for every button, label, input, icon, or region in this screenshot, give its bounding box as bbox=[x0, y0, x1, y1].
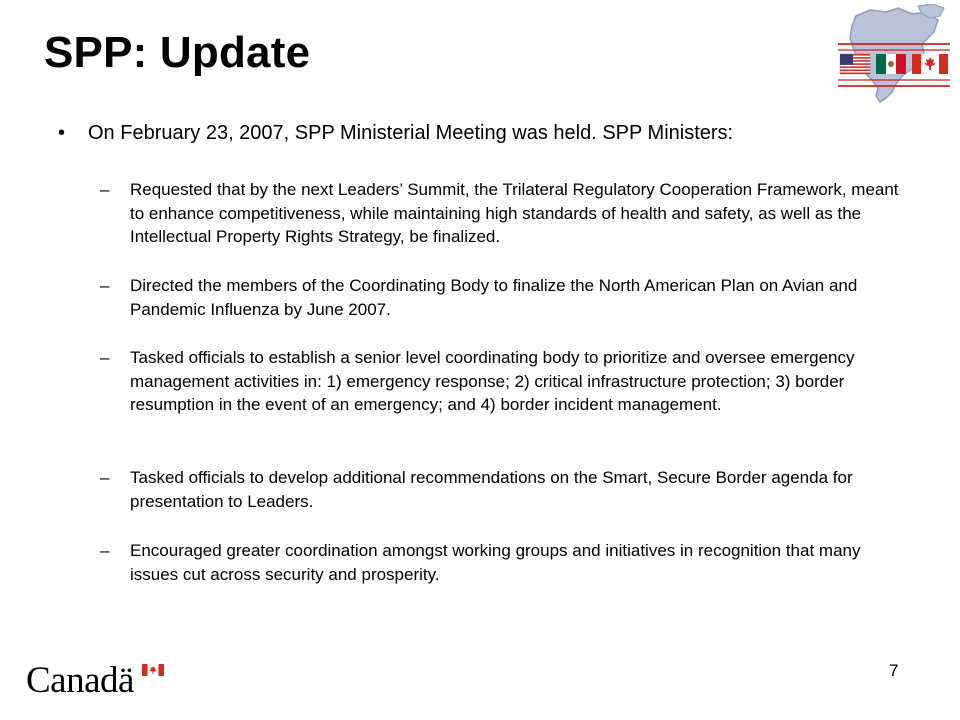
sub-bullet-marker: – bbox=[100, 541, 110, 560]
main-bullet-text: On February 23, 2007, SPP Ministerial Meeting was held. SPP Ministers: bbox=[88, 122, 734, 144]
sub-bullet-marker: – bbox=[100, 468, 110, 487]
sub-bullet-text: Directed the members of the Coordinating Body to finalize the North American Plan on Avian and Pandemic Influenza by June 2007. bbox=[130, 276, 858, 319]
sub-bullet-text: Encouraged greater coordination amongst working groups and initiatives in recognition that many issues cut across security and prosperity. bbox=[130, 541, 861, 584]
sub-bullet-marker: – bbox=[100, 180, 110, 199]
sub-bullet-text: Tasked officials to develop additional recommendations on the Smart, Secure Border agenda for presentation to Leaders. bbox=[130, 468, 853, 511]
mexico-flag-icon bbox=[876, 54, 906, 74]
canada-wordmark bbox=[26, 660, 166, 702]
sub-bullet-marker: – bbox=[100, 348, 110, 367]
north-america-flags-logo-icon bbox=[836, 4, 952, 116]
sub-bullet-text: Requested that by the next Leaders’ Summit, the Trilateral Regulatory Cooperation Framework, meant to enhance competitiveness, while maintaining high standards of health and safety, as well as the Intellectual Property Rights Strategy, be finalized. bbox=[130, 180, 899, 246]
page-number: 7 bbox=[889, 661, 899, 680]
canada-flag-icon bbox=[142, 664, 164, 676]
canada-wordmark-text: Canadä bbox=[26, 660, 134, 701]
bullet-marker: • bbox=[58, 122, 66, 144]
sub-bullet-text: Tasked officials to establish a senior level coordinating body to prioritize and oversee emergency management activities in: 1) emergency response; 2) critical infrastructure protection; 3) border resumption in the event of an emergency; and 4) border incident management. bbox=[130, 348, 855, 414]
us-flag-icon bbox=[840, 54, 870, 74]
sub-bullet-marker: – bbox=[100, 276, 110, 295]
slide-title: SPP: Update bbox=[44, 28, 311, 77]
canada-flag-icon bbox=[912, 54, 948, 74]
